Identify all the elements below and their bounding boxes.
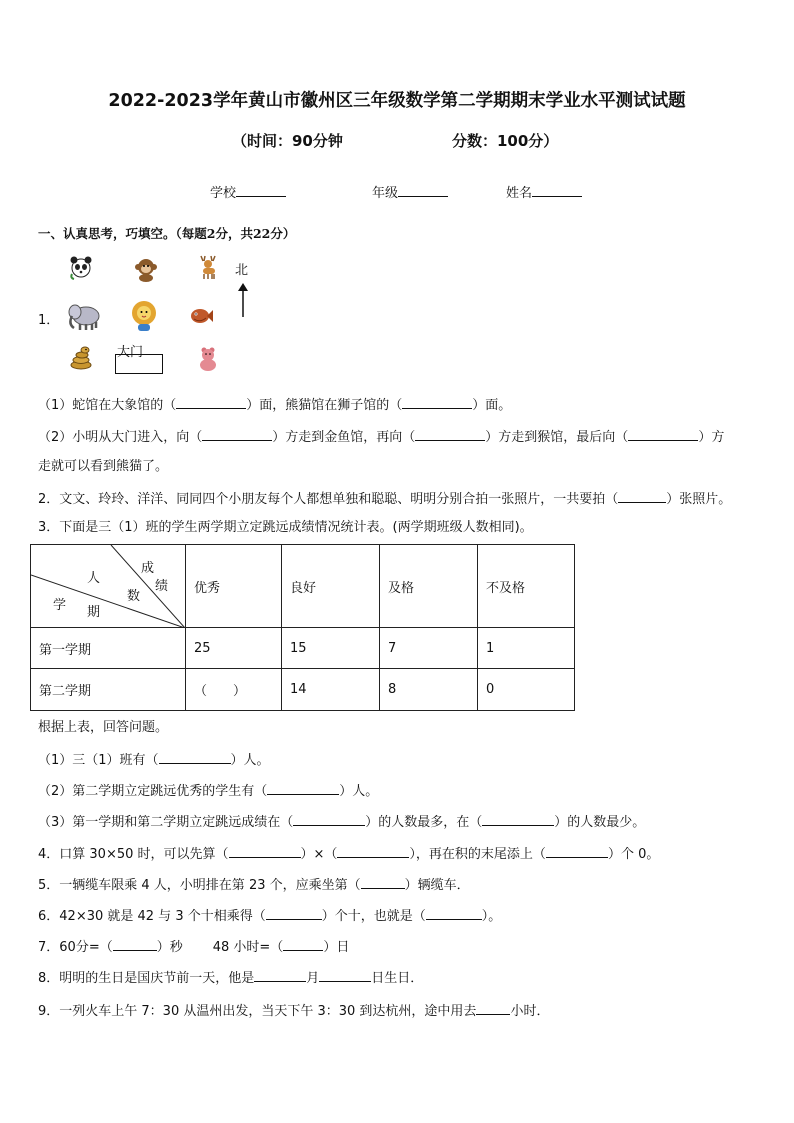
table-row (31, 628, 575, 669)
section-heading: 一、认真思考，巧填空。（每题2分，共22分） (38, 226, 296, 241)
q3-after: 根据上表，回答问题。 (38, 720, 169, 735)
bear-icon (195, 346, 221, 372)
col-header: 优秀 (186, 545, 282, 628)
school-field: 学校 (210, 182, 286, 201)
lion-icon (129, 300, 159, 332)
north-arrow-icon (236, 282, 250, 318)
snake-icon (68, 345, 94, 371)
diag-qi: 期 (87, 605, 101, 620)
q1-part1: （1）蛇馆在大象馆的（ ）面，熊猫馆在狮子馆的（ ）面。 (38, 398, 512, 413)
col-header: 及格 (380, 545, 478, 628)
table-cell: （ ） (186, 669, 282, 711)
goldfish-icon (188, 302, 214, 328)
diag-ji: 绩 (155, 579, 169, 594)
elephant-icon (66, 300, 102, 332)
col-header: 良好 (282, 545, 380, 628)
diag-ren: 人 (87, 571, 101, 586)
q3-sub3: （3）第一学期和第二学期立定跳远成绩在（ ）的人数最多，在（ ）的人数最少。 (38, 815, 646, 830)
gate-box (115, 354, 163, 374)
table-cell: 14 (282, 669, 380, 711)
q1-part2: （2）小明从大门进入，向（ ）方走到金鱼馆，再向（ ）方走到猴馆，最后向（ ）方 (38, 430, 725, 445)
diag-cheng: 成 (141, 561, 155, 576)
table-cell: 25 (186, 628, 282, 669)
table-row (31, 669, 575, 711)
exam-score: 分数：100分） (452, 132, 559, 150)
table-cell: 8 (380, 669, 478, 711)
stats-table (30, 544, 575, 711)
question-5: 5．一辆缆车限乘 4 人，小明排在第 23 个，应乘坐第（ ）辆缆车． (38, 878, 470, 893)
q1-part2-cont: 走就可以看到熊猫了。 (38, 459, 169, 474)
diag-shu: 数 (127, 589, 141, 604)
table-cell: 1 (478, 628, 575, 669)
page-title: 2022-2023学年黄山市徽州区三年级数学第二学期期末学业水平测试试题 (108, 91, 686, 111)
q3-sub2: （2）第二学期立定跳远优秀的学生有（ ）人。 (38, 784, 379, 799)
north-label: 北 (235, 263, 249, 278)
table-cell: 15 (282, 628, 380, 669)
row-label: 第二学期 (31, 669, 186, 711)
col-header: 不及格 (478, 545, 575, 628)
diagonal-header-cell (31, 545, 186, 628)
monkey-icon (133, 256, 159, 282)
table-cell: 7 (380, 628, 478, 669)
gate-label: 大门 (117, 345, 144, 360)
q1-number: 1． (38, 313, 60, 328)
question-4: 4．口算 30×50 时，可以先算（ ）×（ ），再在积的末尾添上（ ）个 0。 (38, 847, 660, 862)
grade-field: 年级 (372, 182, 448, 201)
q3-sub1: （1）三（1）班有（ ）人。 (38, 753, 270, 768)
question-8: 8．明明的生日是国庆节前一天，他是 月 日生日． (38, 971, 424, 986)
name-field: 姓名 (506, 182, 582, 201)
row-label: 第一学期 (31, 628, 186, 669)
table-cell: 0 (478, 669, 575, 711)
question-2: 2．文文、玲玲、洋洋、同同四个小朋友每个人都想单独和聪聪、明明分别合拍一张照片，一共要拍（ ）张照片。 (38, 492, 732, 507)
question-9: 9．一列火车上午 7：30 从温州出发，当天下午 3：30 到达杭州，途中用去 小时． (38, 1004, 550, 1019)
question-3: 3．下面是三（1）班的学生两学期立定跳远成绩情况统计表。(两学期班级人数相同)。 (38, 520, 533, 535)
exam-time: （时间：90分钟 (232, 132, 343, 150)
deer-icon (195, 254, 221, 280)
question-7: 7．60分=（ ）秒 48 小时=（ ）日 (38, 940, 350, 955)
question-6: 6．42×30 就是 42 与 3 个十相乘得（ ）个十，也就是（ ）。 (38, 909, 502, 924)
diag-xue: 学 (53, 598, 67, 613)
panda-icon (68, 254, 94, 280)
